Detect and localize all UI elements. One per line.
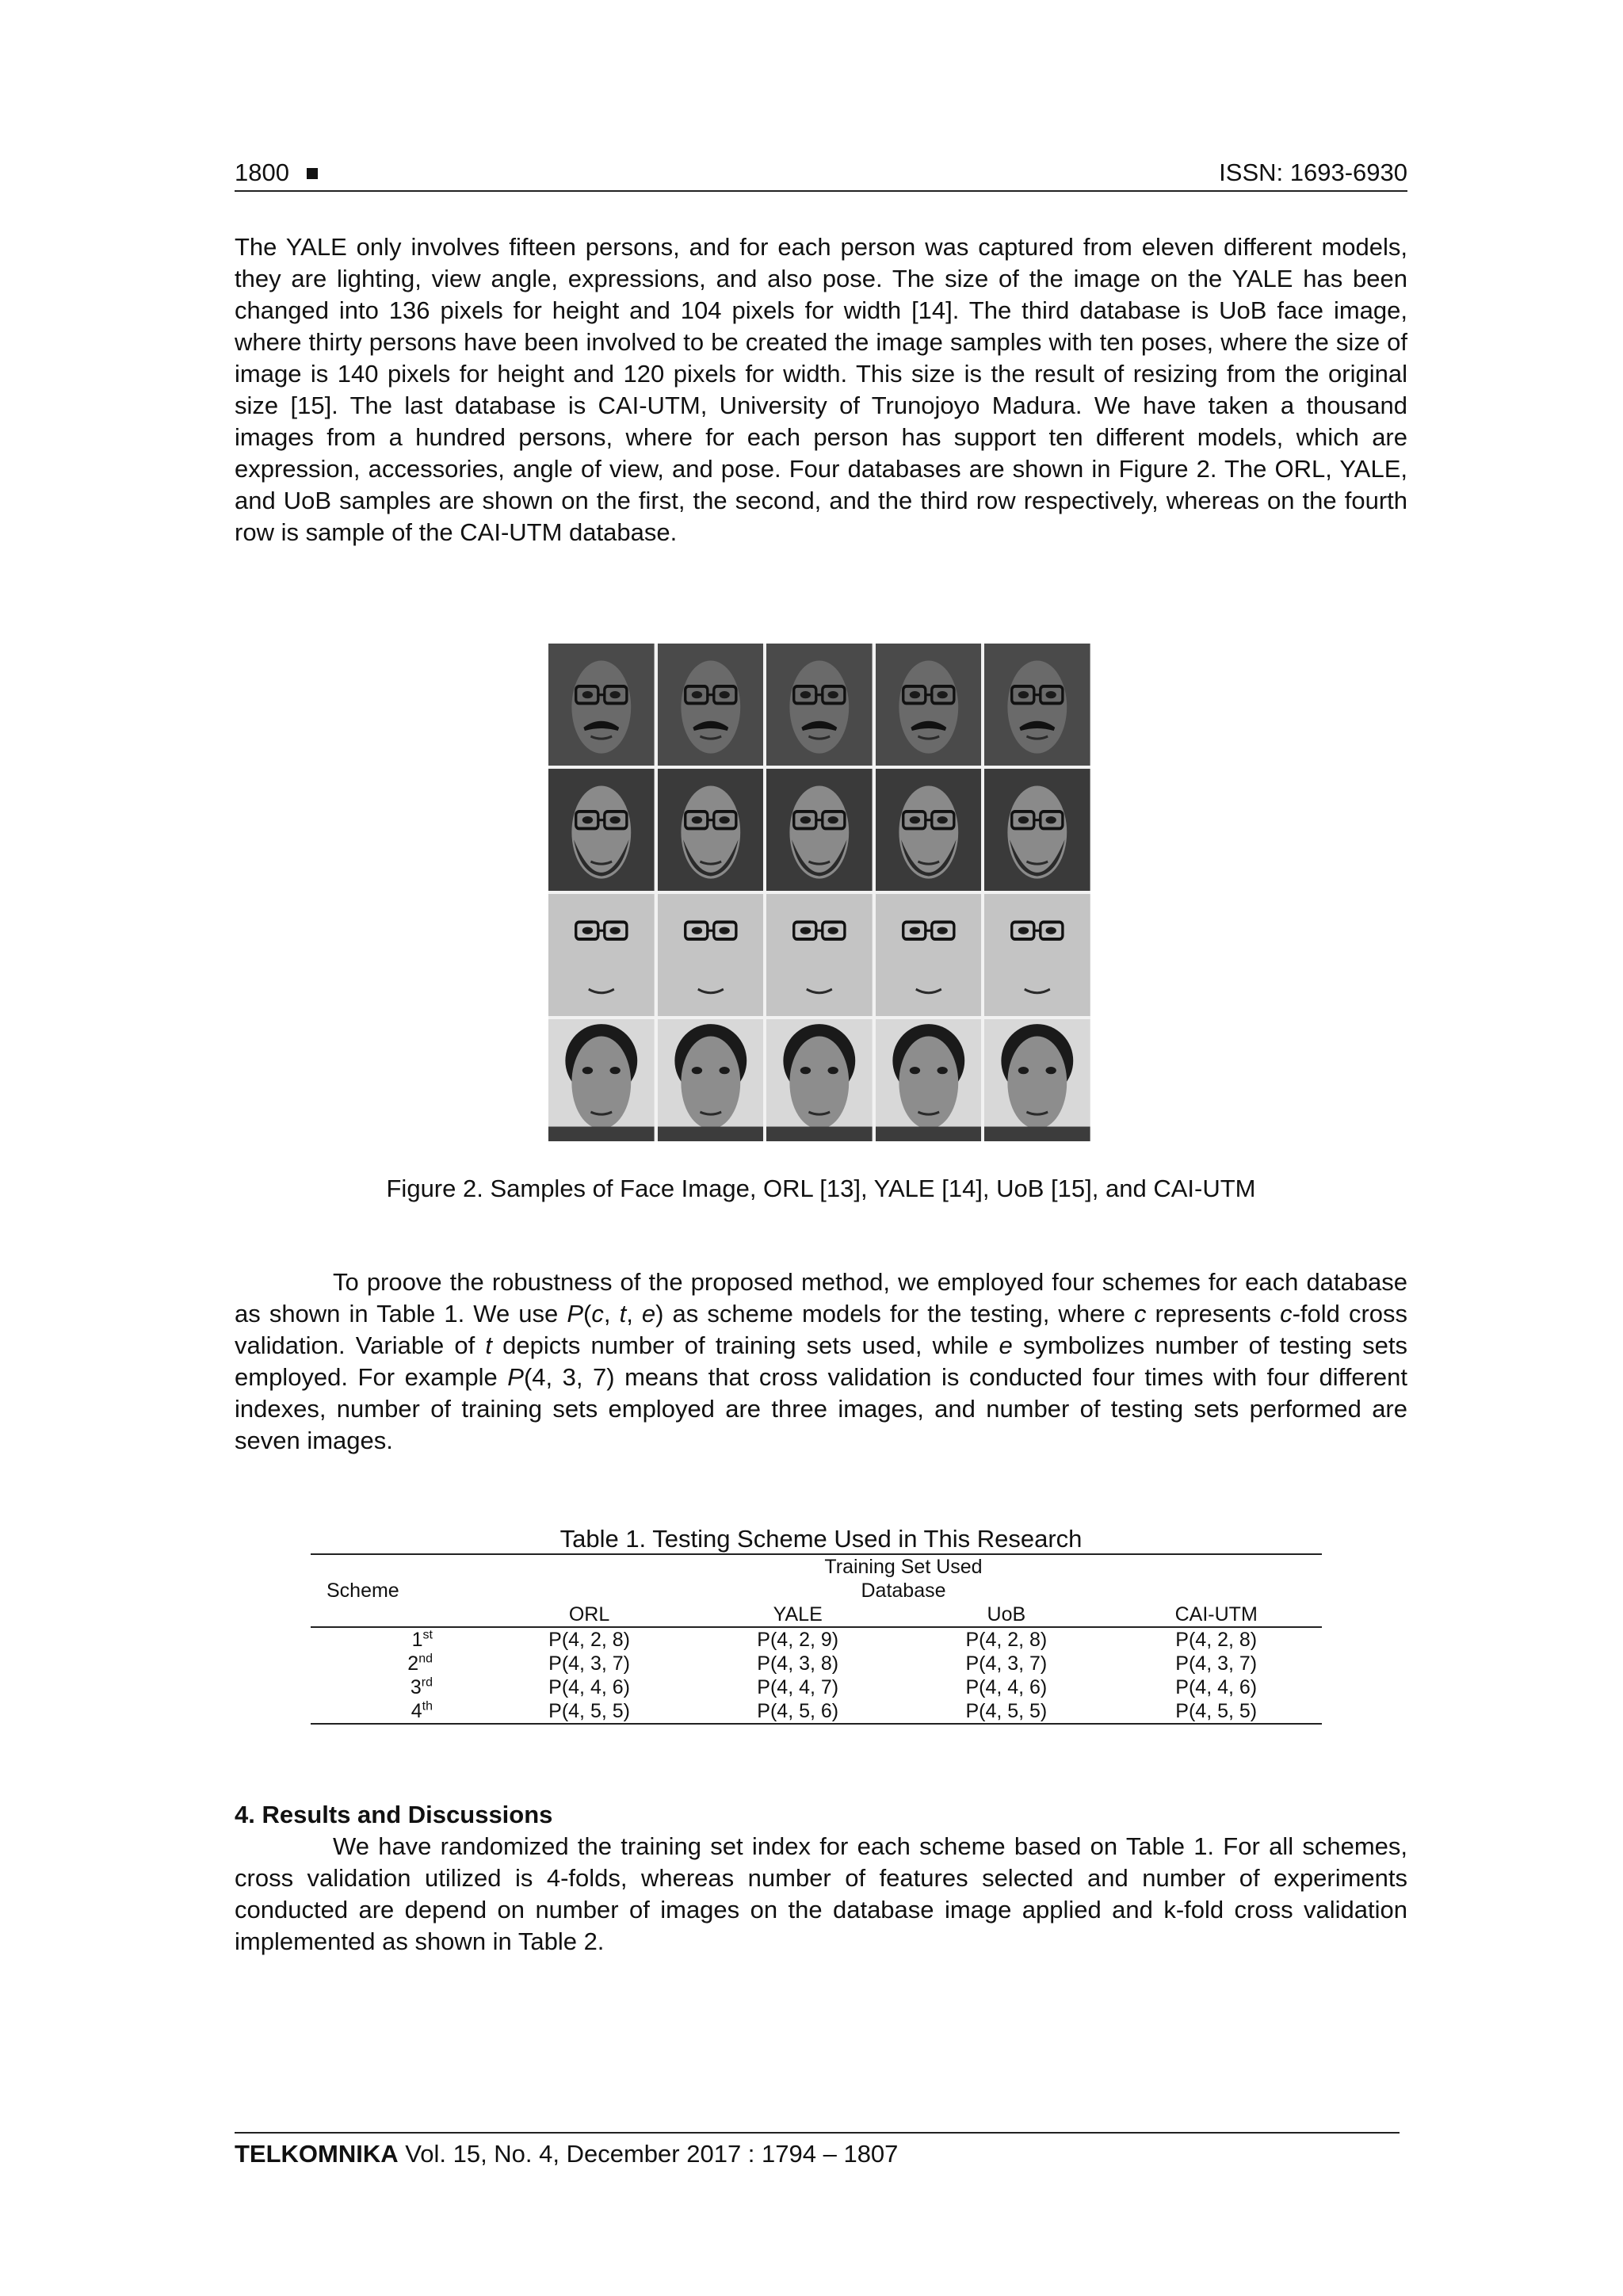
face-sample-image bbox=[766, 769, 873, 891]
table-cell: P(4, 2, 8) bbox=[1175, 1629, 1258, 1651]
table-cell: P(4, 4, 6) bbox=[1175, 1676, 1258, 1698]
face-sample-image bbox=[658, 894, 764, 1016]
column-header-orl: ORL bbox=[485, 1603, 693, 1627]
table-header-row-3 bbox=[311, 1603, 1322, 1627]
header-scheme: Scheme bbox=[327, 1580, 399, 1602]
table-cell: P(4, 2, 8) bbox=[965, 1629, 1048, 1651]
face-sample-image bbox=[658, 1019, 764, 1141]
scheme-ordinal: 4th bbox=[411, 1699, 433, 1722]
face-sample-image bbox=[766, 1019, 873, 1141]
table-header-row-1 bbox=[311, 1554, 1322, 1579]
table-cell: P(4, 3, 8) bbox=[757, 1652, 839, 1675]
table-header-row-2 bbox=[311, 1579, 1322, 1603]
page-footer bbox=[235, 2132, 1400, 2170]
face-sample-image bbox=[548, 894, 655, 1016]
face-sample-image bbox=[984, 644, 1090, 766]
table-row bbox=[311, 1675, 1322, 1699]
body-paragraph-2: To proove the robustness of the proposed method, we employed four schemes for each database as shown in Table 1. We use P(c, t, e) as scheme models for the testing, where c represents c-fold cross validation. Variable of t depicts number of training sets used, while e symbolizes number of testing sets employed. For example P(4, 3, 7) means that cross validation is conducted four times with four different indexes, number of training sets employed are three images, and number of testing sets performed are seven images. bbox=[235, 1268, 1408, 1454]
scheme-ordinal: 1st bbox=[411, 1628, 433, 1651]
face-sample-image bbox=[548, 769, 655, 891]
header-training-set-used: Training Set Used bbox=[824, 1556, 983, 1578]
journal-name: TELKOMNIKA bbox=[235, 2140, 399, 2168]
face-sample-image bbox=[876, 1019, 982, 1141]
table-cell: P(4, 4, 7) bbox=[757, 1676, 839, 1698]
journal-details: Vol. 15, No. 4, December 2017 : 1794 – 1807 bbox=[398, 2140, 899, 2168]
table-cell: P(4, 3, 7) bbox=[548, 1652, 630, 1675]
scheme-ordinal: 3rd bbox=[410, 1675, 433, 1698]
face-sample-image bbox=[766, 644, 873, 766]
issn-label: ISSN: 1693-6930 bbox=[1219, 159, 1407, 186]
column-header-cai-utm: CAI-UTM bbox=[1110, 1603, 1322, 1627]
column-header-uob: UoB bbox=[902, 1603, 1110, 1627]
face-sample-image bbox=[658, 644, 764, 766]
section-heading: 4. Results and Discussions bbox=[235, 1801, 553, 1828]
table-cell: P(4, 5, 5) bbox=[1175, 1700, 1258, 1722]
table-cell: P(4, 2, 9) bbox=[757, 1629, 839, 1651]
table-cell: P(4, 3, 7) bbox=[965, 1652, 1048, 1675]
face-sample-image bbox=[766, 894, 873, 1016]
figure-caption: Figure 2. Samples of Face Image, ORL [13], YALE [14], UoB [15], and CAI-UTM bbox=[386, 1175, 1256, 1202]
table-caption: Table 1. Testing Scheme Used in This Research bbox=[559, 1525, 1083, 1553]
face-sample-image bbox=[548, 1019, 655, 1141]
table-cell: P(4, 3, 7) bbox=[1175, 1652, 1258, 1675]
column-header-yale: YALE bbox=[693, 1603, 902, 1627]
face-sample-image bbox=[876, 769, 982, 891]
table-row bbox=[311, 1699, 1322, 1724]
testing-scheme-table bbox=[311, 1553, 1322, 1725]
table-cell: P(4, 4, 6) bbox=[548, 1676, 630, 1698]
scheme-ordinal: 2nd bbox=[407, 1652, 433, 1675]
table-cell: P(4, 2, 8) bbox=[548, 1629, 630, 1651]
square-bullet-icon bbox=[307, 168, 318, 179]
face-sample-image bbox=[984, 769, 1090, 891]
face-sample-image bbox=[876, 894, 982, 1016]
page-number: 1800 bbox=[235, 155, 318, 190]
table-cell: P(4, 5, 6) bbox=[757, 1700, 839, 1722]
face-sample-image bbox=[658, 769, 764, 891]
page-header bbox=[235, 155, 1407, 192]
table-row bbox=[311, 1627, 1322, 1652]
table-cell: P(4, 5, 5) bbox=[965, 1700, 1048, 1722]
header-database: Database bbox=[861, 1580, 946, 1602]
body-paragraph-1: The YALE only involves fifteen persons, and for each person was captured from eleven different models, they are lighting, view angle, expressions, and also pose. The size of the image on the YALE has been changed into 136 pixels for height and 104 pixels for width [14]. The third database is UoB face image, where thirty persons have been involved to be created the image samples with ten poses, where the size of image is 140 pixels for height and 120 pixels for width. This size is the result of resizing from the original size [15]. The last database is CAI-UTM, University of Trunojoyo Madura. We have taken a thousand images from a hundred persons, where for each person has support ten different models, which are expression, accessories, angle of view, and pose. Four databases are shown in Figure 2. The ORL, YALE, and UoB samples are shown on the first, the second, and the third row respectively, whereas on the fourth row is sample of the CAI-UTM database. bbox=[235, 233, 1407, 546]
table-row bbox=[311, 1652, 1322, 1675]
face-sample-image bbox=[876, 644, 982, 766]
face-sample-image bbox=[548, 644, 655, 766]
table-cell: P(4, 5, 5) bbox=[548, 1700, 630, 1722]
table-cell: P(4, 4, 6) bbox=[965, 1676, 1048, 1698]
body-paragraph-3: We have randomized the training set index for each scheme based on Table 1. For all schemes, cross validation utilized is 4-folds, whereas number of features selected and number of experiments conducted are depend on number of images on the database image applied and k-fold cross validation implemented as shown in Table 2. bbox=[235, 1832, 1407, 1955]
face-sample-image bbox=[984, 1019, 1090, 1141]
face-sample-figure bbox=[548, 644, 1090, 1141]
face-sample-image bbox=[984, 894, 1090, 1016]
